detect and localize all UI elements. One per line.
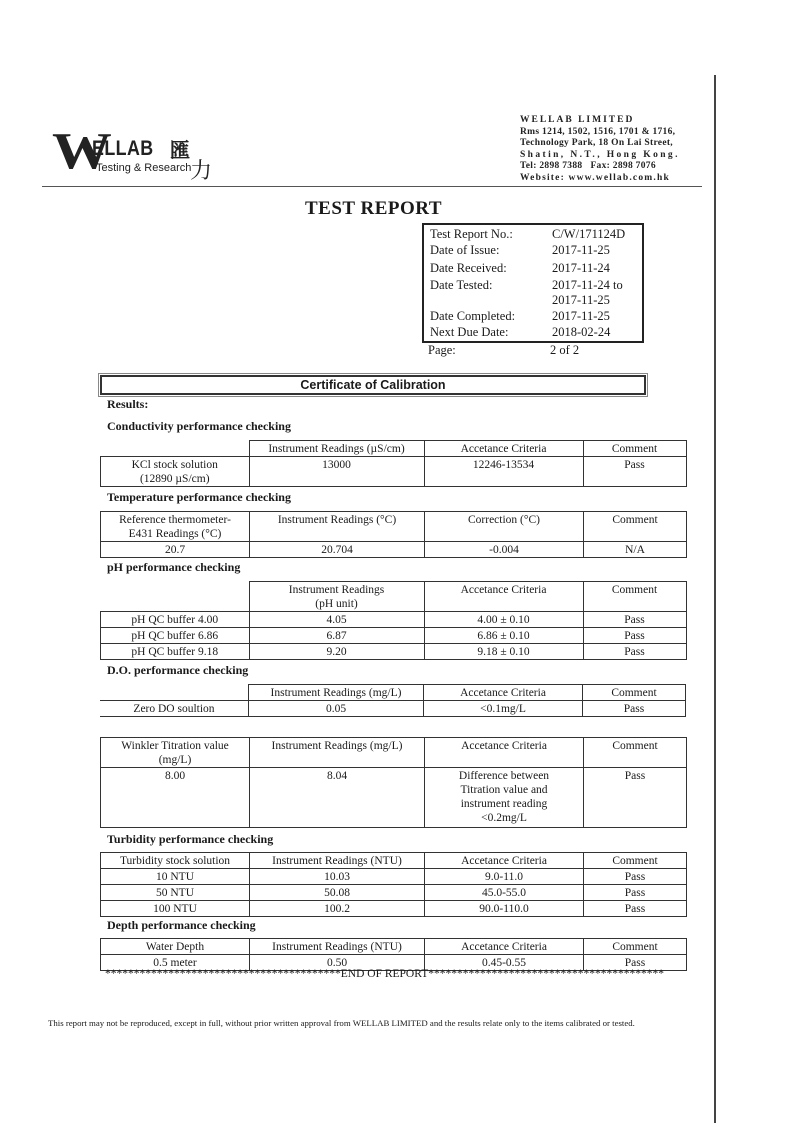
turbidity-table [100,852,687,917]
logo-chinese-1: 匯 [170,140,190,162]
table-header-row: Instrument Readings (pH unit) Accetance Criteria Comment [101,582,687,612]
table-header-row: Instrument Readings (µS/cm) Accetance Criteria Comment [101,441,687,457]
end-of-report-marker: *****************************************END OF REPORT***************************************** [105,968,664,980]
address-line-1: Rms 1214, 1502, 1516, 1701 & 1716, [520,126,676,137]
report-info-box: Test Report No.: C/W/171124D Date of Issue: 2017-11-25 Date Received: 2017-11-24 Date Tested: 2017-11-24 to 2017-11-25 Date Completed: 2017-11-25 Next Due Date: 2018-02-24 [422,223,644,343]
ph-heading: pH performance checking [107,560,241,574]
logo-chinese-2: 力 [190,158,213,183]
footer-disclaimer: This report may not be reproduced, except in full, without prior written approval from WELLAB LIMITED and the results relate only to the items calibrated or tested. [48,1018,635,1028]
certificate-title-bar: Certificate of Calibration [100,375,646,395]
table-row: KCl stock solution (12890 µS/cm) 13000 12246-13534 Pass [101,457,687,487]
conductivity-heading: Conductivity performance checking [107,419,291,433]
table-row: pH QC buffer 9.18 9.20 9.18 ± 0.10 Pass [101,644,687,660]
winkler-table [100,737,687,828]
page-number: Page: 2 of 2 [428,343,580,357]
depth-heading: Depth performance checking [107,918,256,932]
logo-letter-w: W [52,123,108,180]
temperature-heading: Temperature performance checking [107,490,291,504]
do-heading: D.O. performance checking [107,663,249,677]
phone-fax: Tel: 2898 7388 Fax: 2898 7076 [520,161,656,171]
table-row: pH QC buffer 6.86 6.87 6.86 ± 0.10 Pass [101,628,687,644]
company-address-block [520,115,710,184]
address-line-2: Technology Park, 18 On Lai Street, [520,138,673,148]
table-row: 50 NTU 50.08 45.0-55.0 Pass [101,885,687,901]
ph-table [100,581,687,660]
table-row: 10 NTU 10.03 9.0-11.0 Pass [101,869,687,885]
table-header-row: Water Depth Instrument Readings (NTU) Accetance Criteria Comment [101,939,687,955]
results-label: Results: [107,397,149,411]
address-line-3: Shatin, N.T., Hong Kong. [520,149,680,160]
company-name: WELLAB LIMITED [520,115,635,125]
page-title: TEST REPORT [305,198,442,219]
table-row: 8.00 8.04 Difference between Titration value and instrument reading <0.2mg/L Pass [101,768,687,828]
table-header-row: Winkler Titration value (mg/L) Instrument Readings (mg/L) Accetance Criteria Comment [101,738,687,768]
logo-brand: ELLAB [92,137,154,160]
logo-tagline: Testing & Research [96,162,192,174]
website: Website: www.wellab.com.hk [520,172,670,183]
table-header-row: Reference thermometer- E431 Readings (°C) Instrument Readings (°C) Correction (°C) Comment [101,512,687,542]
conductivity-table [100,440,687,487]
temperature-table [100,511,687,558]
table-row: 20.7 20.704 -0.004 N/A [101,542,687,558]
table-row: 100 NTU 100.2 90.0-110.0 Pass [101,901,687,917]
wellab-logo [52,123,222,183]
turbidity-heading: Turbidity performance checking [107,832,274,846]
table-header-row: Turbidity stock solution Instrument Readings (NTU) Accetance Criteria Comment [101,853,687,869]
table-row: Zero DO soultion 0.05 <0.1mg/L Pass [100,701,686,717]
page-edge-line [714,75,716,1123]
do-table [100,684,686,717]
header-divider [42,186,702,187]
table-row: 0.5 meter 0.50 0.45-0.55 Pass [101,955,687,971]
depth-table [100,938,687,971]
table-header-row: Instrument Readings (mg/L) Accetance Criteria Comment [100,685,686,701]
table-row: pH QC buffer 4.00 4.05 4.00 ± 0.10 Pass [101,612,687,628]
